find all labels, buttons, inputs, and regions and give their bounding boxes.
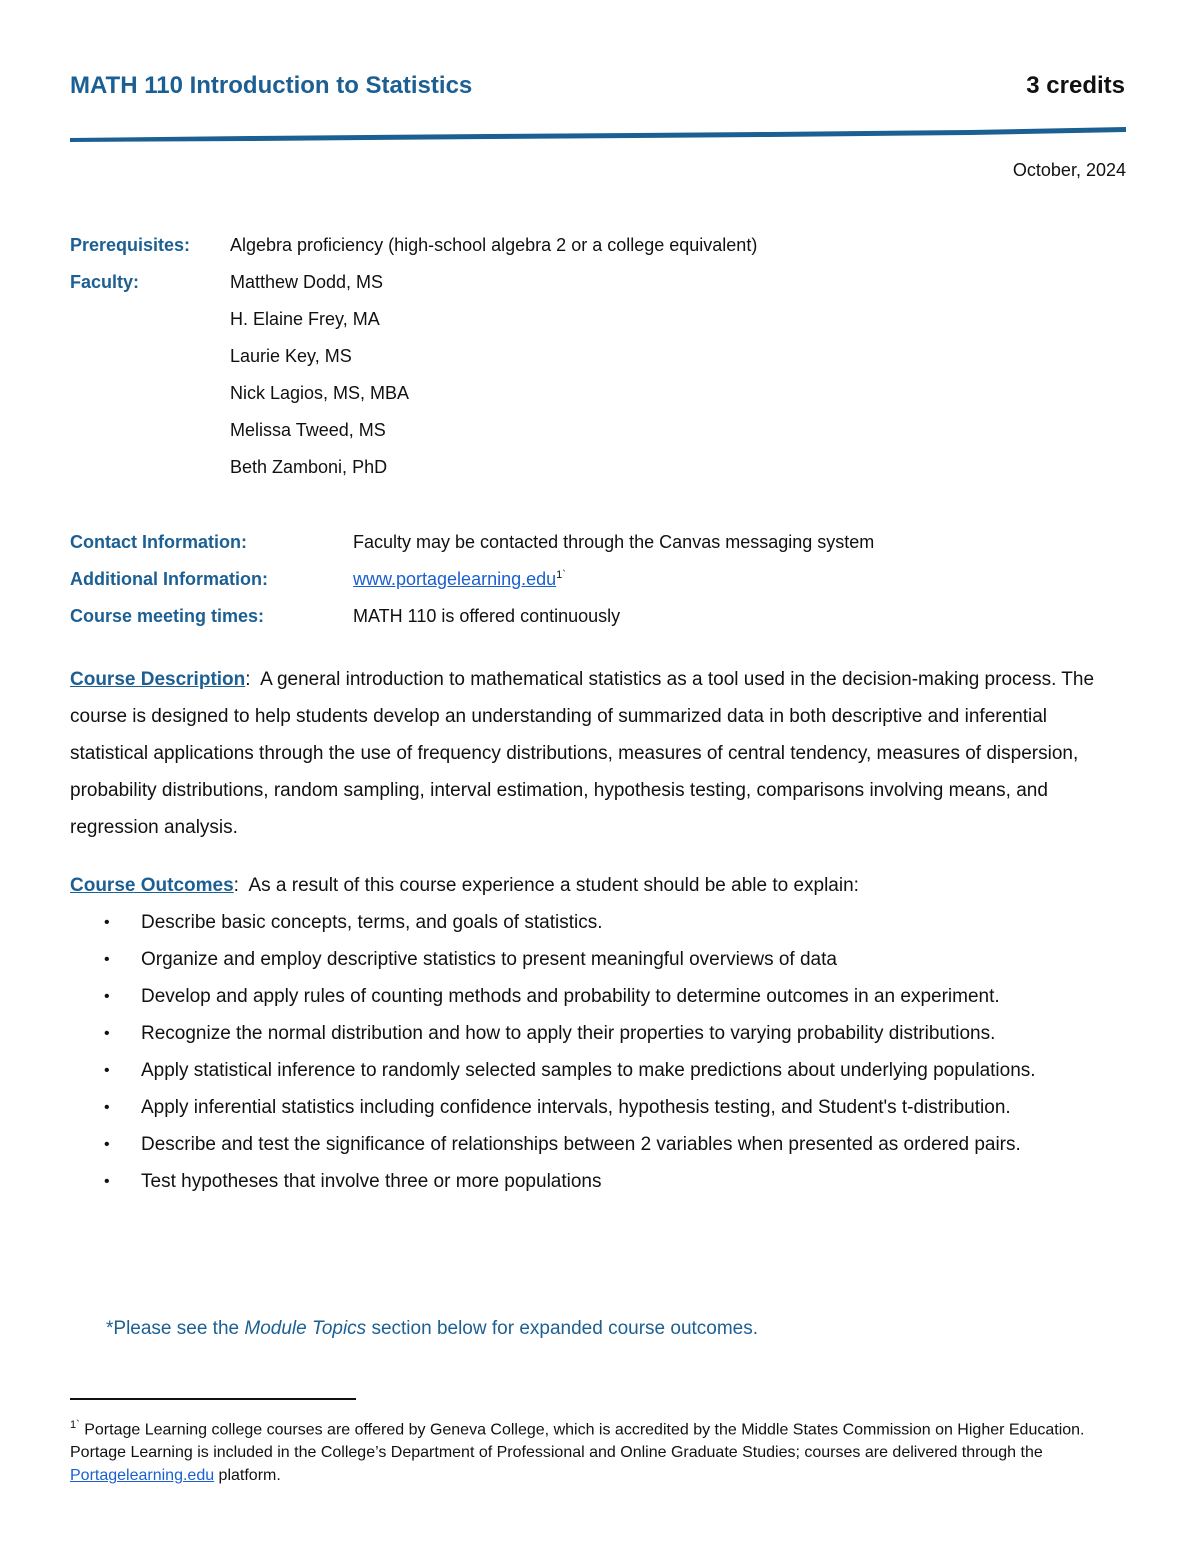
contact-label: Contact Information: xyxy=(70,532,247,552)
faculty-member: Matthew Dodd, MS xyxy=(230,272,384,292)
course-description-heading[interactable]: Course Description xyxy=(70,669,246,690)
list-item xyxy=(70,1089,1140,1126)
prerequisites-value: Algebra proficiency (high-school algebra 2 or a college equivalent) xyxy=(230,235,758,255)
bullet: • xyxy=(104,1173,110,1190)
outcome-text: Organize and employ descriptive statistics to present meaningful overviews of data xyxy=(141,949,837,970)
course-outcomes-colon: : xyxy=(233,875,239,896)
faculty-member: H. Elaine Frey, MA xyxy=(230,309,380,329)
prerequisites-label: Prerequisites: xyxy=(70,235,191,255)
faculty-member: Beth Zamboni, PhD xyxy=(230,457,388,477)
meeting-label: Course meeting times: xyxy=(70,606,265,626)
list-item xyxy=(70,1163,1140,1200)
list-item xyxy=(70,978,1140,1015)
footnote-reference[interactable]: 1` xyxy=(556,569,566,581)
note-emphasis: Module Topics xyxy=(244,1318,367,1339)
course-outcomes-intro xyxy=(70,867,1130,904)
outcome-text: Recognize the normal distribution and how to apply their properties to varying probability distributions. xyxy=(141,1023,996,1044)
course-description xyxy=(70,661,1130,846)
module-topics-note xyxy=(106,1318,758,1340)
additional-value xyxy=(353,569,566,590)
faculty-member: Nick Lagios, MS, MBA xyxy=(230,383,410,403)
list-item xyxy=(70,1126,1140,1163)
portage-website-link[interactable]: www.portagelearning.edu xyxy=(353,569,557,589)
outcome-text: Describe and test the significance of relationships between 2 variables when presented as ordered pairs. xyxy=(141,1134,1021,1155)
bullet: • xyxy=(104,1062,110,1079)
list-item xyxy=(70,1015,1140,1052)
course-title: MATH 110 Introduction to Statistics xyxy=(70,72,473,99)
bullet: • xyxy=(104,988,110,1005)
course-description-colon: : xyxy=(245,669,251,690)
note-prefix: *Please see the xyxy=(106,1318,245,1339)
header-rule xyxy=(70,124,1128,144)
course-description-text: A general introduction to mathematical statistics as a tool used in the decision-making process. The course is designed to help students develop an understanding of summarized data in both descriptive and inferential statistical applications through the use of frequency distributions, measures of central tendency, measures of dispersion, probability distributions, random sampling, interval estimation, hypothesis testing, comparisons involving means, and regression analysis. xyxy=(70,669,1095,838)
footnote-portage-link[interactable]: Portagelearning.edu xyxy=(70,1467,215,1485)
course-outcomes-list xyxy=(70,904,1140,1200)
outcome-text: Describe basic concepts, terms, and goals of statistics. xyxy=(141,912,603,933)
footnote-text-after: platform. xyxy=(214,1467,281,1485)
contact-value: Faculty may be contacted through the Canvas messaging system xyxy=(353,532,875,552)
meeting-value: MATH 110 is offered continuously xyxy=(353,606,621,626)
additional-label: Additional Information: xyxy=(70,569,268,589)
footnote-marker: 1` xyxy=(70,1419,80,1431)
faculty-member: Melissa Tweed, MS xyxy=(230,420,386,440)
faculty-label: Faculty: xyxy=(70,272,140,292)
outcome-text: Test hypotheses that involve three or more populations xyxy=(141,1171,602,1192)
bullet: • xyxy=(104,951,110,968)
outcome-text: Develop and apply rules of counting methods and probability to determine outcomes in an experiment. xyxy=(141,986,1000,1007)
document-date: October, 2024 xyxy=(1012,160,1126,180)
footnote-divider xyxy=(70,1398,356,1400)
faculty-member: Laurie Key, MS xyxy=(230,346,352,366)
bullet: • xyxy=(104,1136,110,1153)
outcome-text: Apply statistical inference to randomly selected samples to make predictions about underlying populations. xyxy=(141,1060,1036,1081)
outcome-text: Apply inferential statistics including confidence intervals, hypothesis testing, and Student's t-distribution. xyxy=(141,1097,1011,1118)
footnote xyxy=(70,1414,1140,1487)
course-credits: 3 credits xyxy=(1026,72,1125,99)
list-item xyxy=(70,904,1140,941)
note-suffix: section below for expanded course outcomes. xyxy=(366,1318,759,1339)
list-item xyxy=(70,941,1140,978)
list-item xyxy=(70,1052,1140,1089)
bullet: • xyxy=(104,914,110,931)
bullet: • xyxy=(104,1025,110,1042)
bullet: • xyxy=(104,1099,110,1116)
course-outcomes-intro-text: As a result of this course experience a student should be able to explain: xyxy=(248,875,859,896)
footnote-text-before: Portage Learning college courses are offered by Geneva College, which is accredited by the Middle States Commission on Higher Education. Portage Learning is included in the College’s Department of Professional and Online Graduate Studies; courses are delivered through the xyxy=(70,1421,1085,1462)
course-outcomes-heading[interactable]: Course Outcomes xyxy=(70,875,234,896)
